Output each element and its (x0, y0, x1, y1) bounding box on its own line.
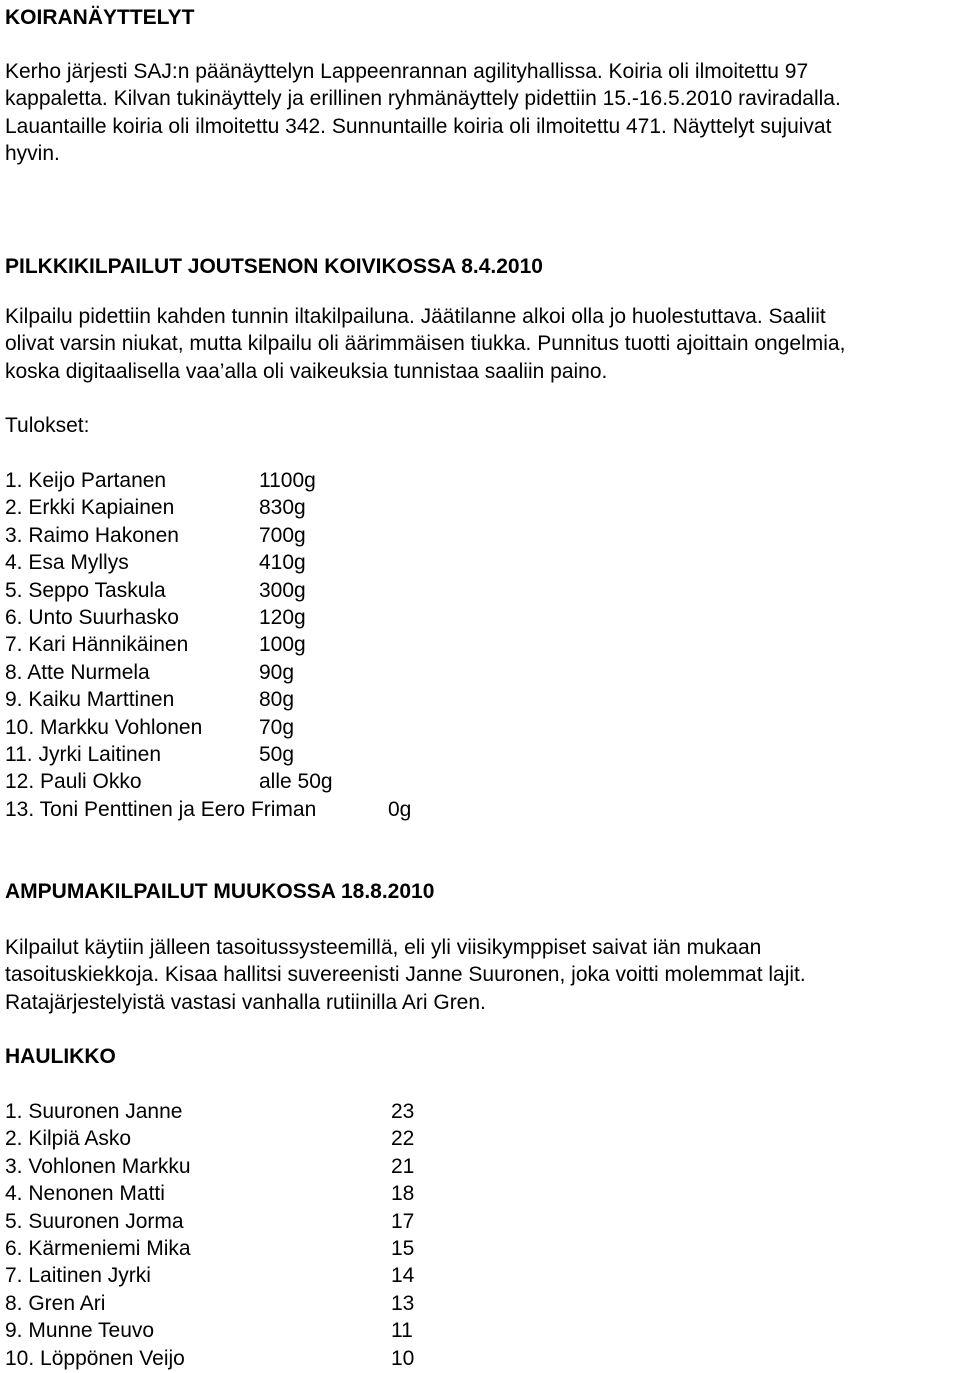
result-value: 830g (259, 496, 306, 520)
list-item (5, 1345, 605, 1372)
result-value: 13 (391, 1291, 415, 1315)
list-item (5, 796, 605, 823)
result-name: 5. Suuronen Jorma (5, 1209, 184, 1233)
list-item (5, 522, 605, 549)
paragraph-line: koska digitaalisella vaa’alla oli vaikeuksia tunnistaa saaliin paino. (5, 359, 608, 383)
paragraph-line: kappaletta. Kilvan tukinäyttely ja erillinen ryhmänäyttely pidettiin 15.-16.5.2010 raviradalla. (5, 87, 841, 111)
list-item (5, 1153, 605, 1180)
paragraph-pilkkikilpailut (5, 303, 955, 385)
list-item (5, 1235, 605, 1262)
result-name: 3. Vohlonen Markku (5, 1154, 191, 1178)
result-value: 23 (391, 1100, 415, 1123)
result-name: 3. Raimo Hakonen (5, 523, 179, 547)
result-name: 2. Erkki Kapiainen (5, 496, 175, 520)
heading-pilkkikilpailut: PILKKIKILPAILUT JOUTSENON KOIVIKOSSA 8.4.2010 (5, 255, 543, 278)
result-value: 22 (391, 1127, 415, 1151)
result-name: 12. Pauli Okko (5, 770, 142, 794)
result-value: 11 (391, 1319, 413, 1343)
list-item (5, 604, 605, 631)
result-name: 6. Kärmeniemi Mika (5, 1236, 191, 1260)
paragraph-koiranayttelyt (5, 58, 955, 168)
result-name: 5. Seppo Taskula (5, 578, 166, 602)
paragraph-ampumakilpailut (5, 934, 955, 1016)
result-name: 8. Atte Nurmela (5, 660, 150, 684)
heading-ampumakilpailut: AMPUMAKILPAILUT MUUKOSSA 18.8.2010 (5, 880, 435, 903)
list-item (5, 1262, 605, 1289)
list-item (5, 768, 605, 795)
result-value: 14 (391, 1264, 415, 1288)
paragraph-line: Ratajärjestelyistä vastasi vanhalla rutiinilla Ari Gren. (5, 990, 486, 1014)
result-value: 70g (259, 715, 295, 739)
heading-haulikko: HAULIKKO (5, 1045, 116, 1068)
result-name: 8. Gren Ari (5, 1291, 106, 1315)
results-label-text: Tulokset: (5, 414, 90, 437)
list-item (5, 494, 605, 521)
list-item (5, 467, 605, 494)
list-item (5, 1180, 605, 1207)
list-item (5, 577, 605, 604)
list-item (5, 631, 605, 658)
results-label (5, 412, 955, 439)
list-item (5, 549, 605, 576)
paragraph-line: tasoituskiekkoja. Kisaa hallitsi suvereenisti Janne Suuronen, joka voitti molemmat lajit. (5, 963, 806, 987)
result-name: 2. Kilpiä Asko (5, 1127, 132, 1151)
list-item (5, 714, 605, 741)
heading-koiranayttelyt: KOIRANÄYTTELYT (5, 6, 195, 29)
list-item (5, 1125, 605, 1152)
result-value: 18 (391, 1182, 415, 1206)
result-name: 1. Suuronen Janne (5, 1100, 183, 1123)
result-value: 100g (259, 633, 306, 657)
result-value: 50g (259, 742, 295, 766)
result-value: 120g (259, 605, 306, 629)
result-value: 1100g (259, 469, 316, 492)
result-value: 17 (391, 1209, 415, 1233)
result-name: 1. Keijo Partanen (5, 469, 167, 492)
result-value: 410g (259, 551, 306, 575)
result-value: 90g (259, 660, 295, 684)
result-value: 0g (388, 797, 412, 821)
result-name: 13. Toni Penttinen ja Eero Friman (5, 797, 317, 821)
haulikko-results-list (5, 1098, 605, 1372)
result-name: 4. Nenonen Matti (5, 1182, 165, 1206)
result-name: 9. Munne Teuvo (5, 1319, 155, 1343)
result-name: 11. Jyrki Laitinen (5, 742, 162, 766)
result-name: 6. Unto Suurhasko (5, 605, 179, 629)
result-value: 80g (259, 688, 295, 712)
result-name: 9. Kaiku Marttinen (5, 688, 175, 712)
paragraph-line: olivat varsin niukat, mutta kilpailu oli äärimmäisen tiukka. Punnitus tuotti ajoittain ongelmia, (5, 332, 846, 356)
result-value: alle 50g (259, 770, 333, 794)
result-value: 300g (259, 578, 306, 602)
list-item (5, 1208, 605, 1235)
paragraph-line: Kilpailu pidettiin kahden tunnin iltakilpailuna. Jäätilanne alkoi olla jo huolestuttava. Saaliit (5, 305, 826, 328)
result-value: 10 (391, 1346, 415, 1370)
list-item (5, 686, 605, 713)
list-item (5, 659, 605, 686)
result-value: 15 (391, 1236, 415, 1260)
list-item (5, 1098, 605, 1125)
paragraph-line: hyvin. (5, 142, 60, 166)
result-name: 7. Kari Hännikäinen (5, 633, 189, 657)
list-item (5, 1290, 605, 1317)
result-name: 10. Markku Vohlonen (5, 715, 203, 739)
result-name: 4. Esa Myllys (5, 551, 129, 575)
list-item (5, 741, 605, 768)
pilkki-results-list (5, 467, 605, 823)
result-value: 700g (259, 523, 306, 547)
result-name: 7. Laitinen Jyrki (5, 1264, 151, 1288)
result-value: 21 (391, 1154, 415, 1178)
result-name: 10. Löppönen Veijo (5, 1346, 185, 1370)
paragraph-line: Kilpailut käytiin jälleen tasoitussysteemillä, eli yli viisikymppiset saivat iän mukaan (5, 936, 762, 959)
paragraph-line: Kerho järjesti SAJ:n päänäyttelyn Lappeenrannan agilityhallissa. Koiria oli ilmoitettu 97 (5, 60, 809, 83)
list-item (5, 1317, 605, 1344)
paragraph-line: Lauantaille koiria oli ilmoitettu 342. Sunnuntaille koiria oli ilmoitettu 471. Näyttelyt sujuivat (5, 114, 832, 138)
